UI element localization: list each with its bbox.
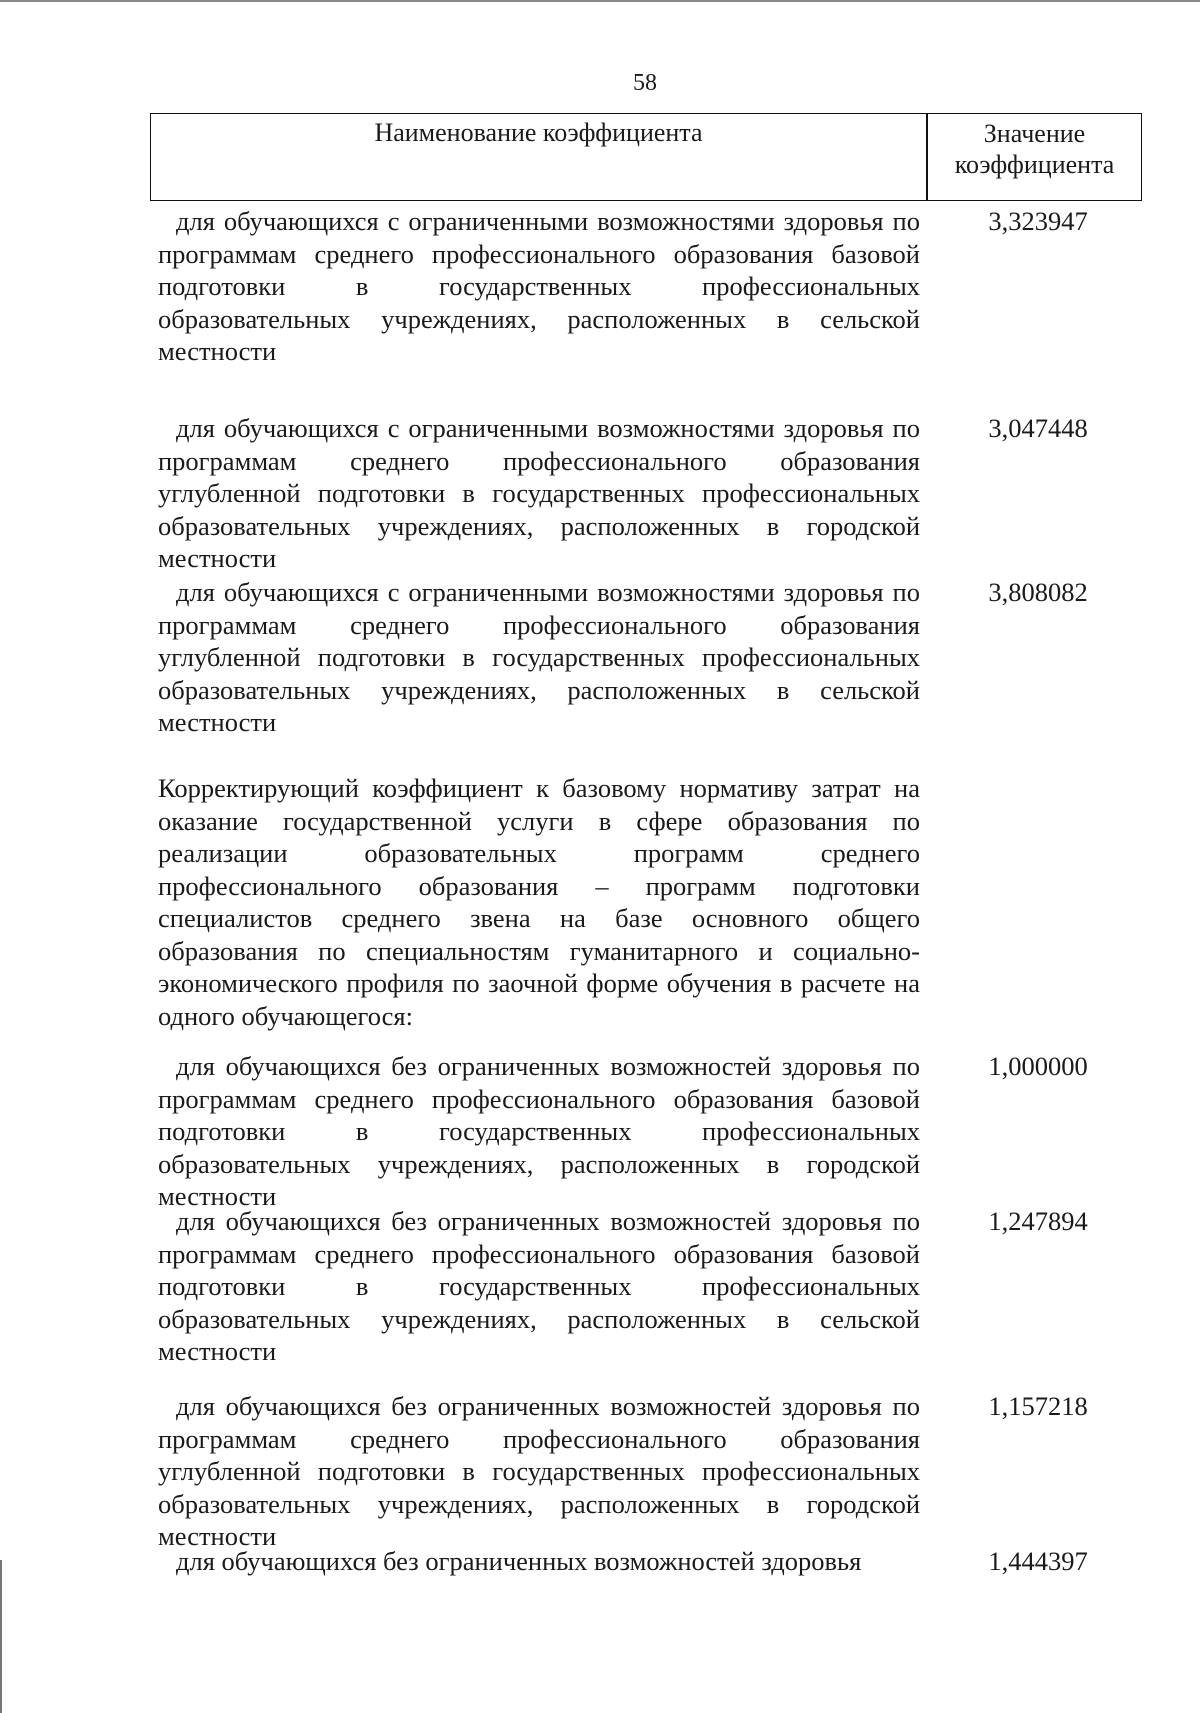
coefficient-name: для обучающихся без ограниченных возможностей здоровья [176, 1546, 862, 1576]
coefficient-section-heading: Корректирующий коэффициент к базовому нормативу затрат на оказание государственной услуги в сфере образования по реализации образовательных программ среднего профессионального образования – программ подготовки специалистов среднего звена на базе основного общего образования по специальностям гуманитарного и социально-экономического профиля по заочной форме обучения в расчете на одного обучающегося: [158, 773, 920, 1031]
coefficient-name: для обучающихся без ограниченных возможностей здоровья по программам среднего профессионального образования углубленной подготовки в государственных профессиональных образовательных учреждениях, расположенных в городской местности [158, 1391, 920, 1551]
coefficient-value: 1,444397 [988, 1546, 1088, 1576]
coefficient-name: для обучающихся без ограниченных возможностей здоровья по программам среднего профессионального образования базовой подготовки в государственных профессиональных образовательных учреждениях, расположенных в городской местности [158, 1051, 920, 1211]
coefficient-value: 1,157218 [988, 1391, 1088, 1421]
coefficient-value: 3,323947 [988, 206, 1088, 236]
header-value-label: Значение коэффициента [954, 119, 1115, 179]
coefficient-name: для обучающихся с ограниченными возможностями здоровья по программам среднего профессионального образования углубленной подготовки в государственных профессиональных образовательных учреждениях, расположенных в сельской местности [158, 577, 920, 737]
coefficient-value: 3,047448 [988, 413, 1088, 443]
left-scan-edge [0, 1560, 2, 1713]
page-number: 58 [633, 70, 657, 96]
table-header [150, 113, 1142, 201]
coefficient-name: для обучающихся без ограниченных возможностей здоровья по программам среднего профессионального образования базовой подготовки в государственных профессиональных образовательных учреждениях, расположенных в сельской местности [158, 1206, 920, 1366]
header-name-label: Наименование коэффициента [374, 118, 703, 147]
coefficient-name: для обучающихся с ограниченными возможностями здоровья по программам среднего профессионального образования базовой подготовки в государственных профессиональных образовательных учреждениях, расположенных в сельской местности [158, 206, 920, 366]
coefficient-value: 1,000000 [988, 1051, 1088, 1081]
top-scan-edge [0, 0, 1200, 2]
coefficient-value: 3,808082 [988, 577, 1088, 607]
coefficient-name: для обучающихся с ограниченными возможностями здоровья по программам среднего профессионального образования углубленной подготовки в государственных профессиональных образовательных учреждениях, расположенных в городской местности [158, 413, 920, 573]
coefficient-value: 1,247894 [988, 1206, 1088, 1236]
